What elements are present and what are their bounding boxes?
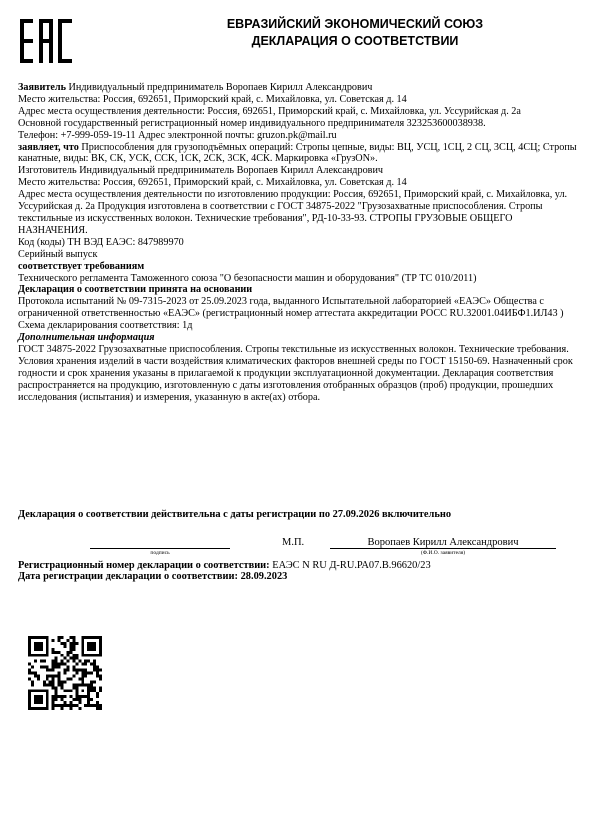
applicant-activity-address: Адрес места осуществления деятельности: Россия, 692651, Приморский край, с. Михайловка, ул. Уссурийская д. 2а	[18, 105, 521, 117]
registration-date-line	[18, 571, 431, 582]
applicant-line	[18, 82, 584, 94]
signatory-name: Воропаев Кирилл Александрович	[367, 537, 519, 548]
tnved-code: Код (коды) ТН ВЭД ЕАЭС: 847989970	[18, 236, 184, 248]
applicant-text: Индивидуальный предприниматель Воропаев Кирилл Александрович	[65, 82, 373, 93]
qr-code	[28, 636, 102, 710]
serial-production: Серийный выпуск	[18, 248, 98, 260]
basis-scheme: Схема декларирования соответствия: 1д	[18, 320, 193, 332]
manufacturer-line: Изготовитель Индивидуальный предприниматель Воропаев Кирилл Александрович	[18, 165, 384, 177]
document-header	[120, 16, 590, 50]
additional-text: ГОСТ 34875-2022 Грузозахватные приспособления. Стропы текстильные из искусственных волокон. Технические требования. Условия хранения изделий в части воздействия климатических факторов внешней среды по ГОСТ 15150-69. Назначенный срок годности и срок хранения указаны в прилагаемой к продукции эксплуатационной документации. Декларация соответствия распространяется на продукцию, изготовленную с даты изготовления отобранных образцов (проб) продукции, прошедших исследования (испытания) и измерения, указанную в акте(ах) отбора.	[18, 343, 573, 403]
signatory-caption: (Ф.И.О. заявителя)	[420, 550, 466, 556]
eac-logo	[20, 19, 72, 63]
registration-date: 28.09.2023	[240, 571, 288, 582]
applicant-label: Заявитель	[18, 82, 66, 93]
validity-statement: Декларация о соответствии действительна с даты регистрации по 27.09.2026 включительно	[18, 509, 452, 520]
stamp-placeholder: М.П.	[282, 537, 305, 548]
requirements-text: Технического регламента Таможенного союза "О безопасности машин и оборудования" (ТР ТС 010/2011)	[18, 272, 477, 284]
registration-date-label: Дата регистрации декларации о соответствии:	[18, 571, 238, 582]
declares-label: заявляет, что	[18, 141, 79, 153]
applicant-contacts: Телефон: +7-999-059-19-11 Адрес электронной почты: gruzon.pk@mail.ru	[18, 129, 337, 141]
registration-number: ЕАЭС N RU Д-RU.РА07.В.96620/23	[272, 560, 431, 571]
declaration-body	[18, 82, 584, 403]
declares-text: Приспособления для грузоподъёмных операций: Стропы цепные, виды: ВЦ, УСЦ, 1СЦ, 2 СЦ, 3СЦ, 4СЦ; Стропы канатные, виды: ВК, СК, УСК, ССК, 1СК, 2СК, 3СК, 4СК. Маркировка «ГрузON».	[18, 141, 577, 165]
header-union-title: ЕВРАЗИЙСКИЙ ЭКОНОМИЧЕСКИЙ СОЮЗ	[226, 17, 484, 31]
signature-caption: подпись	[150, 550, 170, 556]
additional-label: Дополнительная информация	[18, 332, 155, 344]
applicant-reg-number: Основной государственный регистрационный номер индивидуального предпринимателя 323253600038938.	[18, 117, 486, 129]
requirements-label: соответствует требованиям	[18, 260, 145, 272]
manufacturer-residence: Место жительства: Россия, 692651, Приморский край, с. Михайловка, ул. Советская д. 14	[18, 177, 407, 189]
signatory-name-line	[330, 548, 556, 549]
registration-number-line	[18, 560, 431, 571]
header-declaration-title: ДЕКЛАРАЦИЯ О СООТВЕТСТВИИ	[251, 34, 459, 48]
basis-text: Протокола испытаний № 09-7315-2023 от 25.09.2023 года, выданного Испытательной лабораторией «ЕАЭС» Общества с ограниченной ответственностью «ЕАЭС» (регистрационный номер аттестата аккредитации РОСС RU.32001.04ИБФ1.ИЛ43 )	[18, 296, 564, 320]
applicant-residence: Место жительства: Россия, 692651, Приморский край, с. Михайловка, ул. Советская д. 14	[18, 93, 407, 105]
declares-line	[18, 142, 584, 166]
basis-label: Декларация о соответствии принята на основании	[18, 284, 253, 296]
registration-block	[18, 560, 431, 582]
registration-number-label: Регистрационный номер декларации о соответствии:	[18, 560, 270, 571]
signature-line	[90, 548, 230, 549]
production-address: Адрес места осуществления деятельности по изготовлению продукции: Россия, 692651, Приморский край, с. Михайловка, ул. Уссурийская д. 2а Продукция изготовлена в соответствии с ГОСТ 34875-2022 "Грузозахватные приспособления. Стропы текстильные из искусственных волокон. Технические требования", РД-10-33-93. СТРОПЫ ГРУЗОВЫЕ ОБЩЕГО НАЗНАЧЕНИЯ.	[18, 189, 568, 236]
